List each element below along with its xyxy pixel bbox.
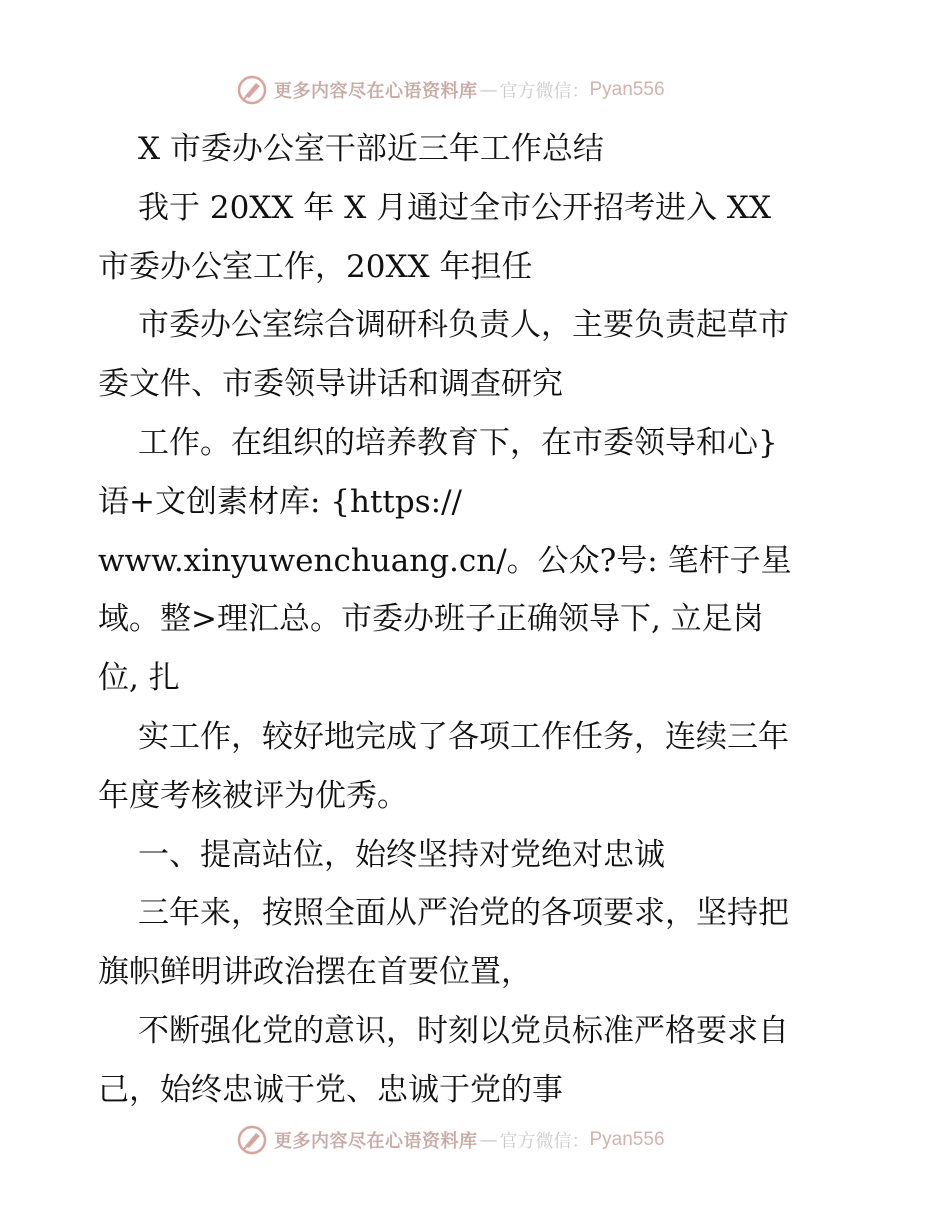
- watermark-header: [236, 72, 665, 108]
- document-line: 不断强化党的意识，时刻以党员标准严格要求自: [138, 1012, 789, 1049]
- quill-logo-icon: [236, 74, 268, 106]
- document-line: 年度考核被评为优秀。: [98, 777, 408, 814]
- document-line: 己，始终忠诚于党、忠诚于党的事: [98, 1071, 563, 1108]
- document-line: 委文件、市委领导讲话和调查研究: [98, 366, 563, 403]
- document-line: 旗帜鲜明讲政治摆在首要位置，: [98, 954, 532, 991]
- watermark-official-label: 官方微信：: [499, 1131, 590, 1152]
- document-body: [98, 120, 858, 1120]
- document-line: 市委办公室综合调研科负责人，主要负责起草市: [138, 307, 789, 344]
- watermark-main-text: 更多内容尽在心语资料库: [274, 81, 478, 102]
- watermark-dash: —: [479, 79, 498, 101]
- watermark-dash: —: [479, 1129, 498, 1151]
- watermark-wechat-id: Pyan556: [589, 1129, 665, 1150]
- watermark-footer: [236, 1122, 665, 1158]
- document-line: 位, 扎: [98, 660, 180, 697]
- document-line: 市委办公室工作，20XX 年担任: [98, 248, 533, 285]
- watermark-main-text: 更多内容尽在心语资料库: [274, 1131, 478, 1152]
- document-line: 我于 20XX 年 X 月通过全市公开招考进入 XX: [138, 189, 772, 226]
- document-line: 域。整>理汇总。市委办班子正确领导下, 立足岗: [98, 601, 764, 638]
- quill-logo-icon: [236, 1124, 268, 1156]
- document-line: 实工作，较好地完成了各项工作任务，连续三年: [138, 718, 789, 755]
- document-line: www.xinyuwenchuang.cn/。公众?号: 笔杆子星: [98, 542, 792, 579]
- watermark-official-label: 官方微信：: [499, 81, 590, 102]
- document-line: X 市委办公室干部近三年工作总结: [138, 131, 604, 167]
- document-line: 三年来，按照全面从严治党的各项要求，坚持把: [138, 895, 789, 932]
- watermark-wechat-id: Pyan556: [589, 79, 665, 100]
- document-line: 一、提高站位，始终坚持对党绝对忠诚: [138, 836, 665, 873]
- document-line: 语+文创素材库: {https://: [98, 483, 462, 520]
- document-line: 工作。在组织的培养教育下，在市委领导和心}: [138, 424, 778, 461]
